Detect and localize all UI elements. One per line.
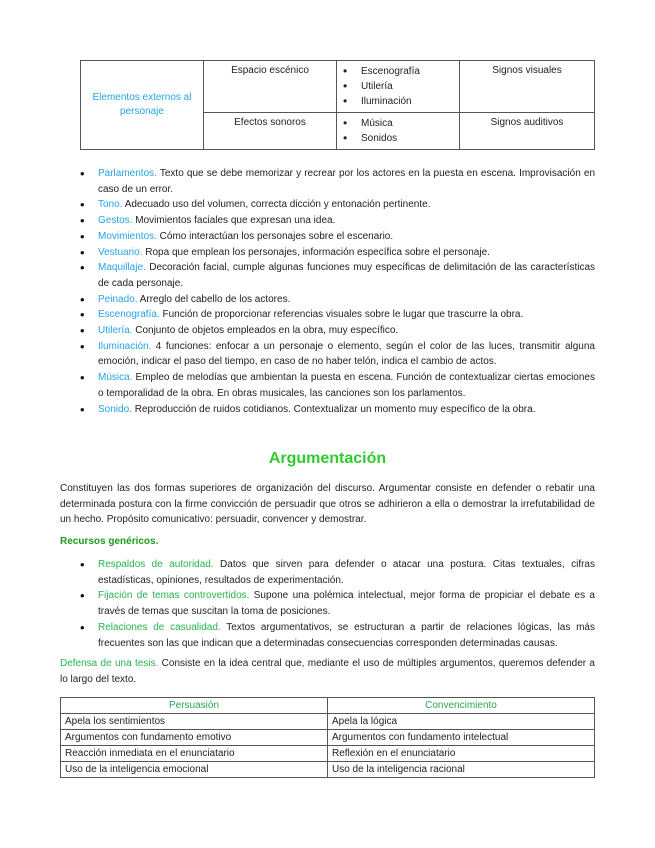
sound-effects-items bbox=[337, 113, 460, 150]
table-cell: Apela los sentimientos bbox=[61, 714, 328, 730]
table-header-persuasion: Persuasión bbox=[61, 698, 328, 714]
list-item-text: Empleo de melodías que ambientan la puesta en escena. Función de contextualizar ciertas emociones o temporalidad de la obra. En obras musicales, las canciones son los parlamentos. bbox=[98, 372, 595, 399]
list-item: • Escenografía bbox=[343, 64, 453, 79]
list-item-text: Movimientos faciales que expresan una idea. bbox=[132, 215, 336, 227]
table-row bbox=[61, 730, 595, 746]
persuasion-table bbox=[60, 697, 595, 778]
list-item bbox=[80, 197, 595, 213]
list-item-term: Movimientos. bbox=[98, 230, 157, 242]
list-item-text: Conjunto de objetos empleados en la obra, muy específico. bbox=[132, 325, 399, 337]
list-item-term: Relaciones de casualidad. bbox=[98, 621, 221, 633]
external-elements-label: Elementos externos al personaje bbox=[81, 61, 204, 150]
list-item bbox=[80, 323, 595, 339]
list-item bbox=[80, 339, 595, 370]
list-item bbox=[80, 620, 595, 651]
list-item-term: Maquillaje. bbox=[98, 262, 146, 274]
list-item-term: Sonido. bbox=[98, 403, 132, 415]
list-item bbox=[80, 229, 595, 245]
thesis-paragraph bbox=[60, 656, 595, 687]
thesis-term: Defensa de una tesis. bbox=[60, 658, 159, 669]
table-row bbox=[61, 714, 595, 730]
list-item-term: Música. bbox=[98, 372, 133, 384]
list-item-text: Reproducción de ruidos cotidianos. Contextualizar un momento muy específico de la obra. bbox=[131, 403, 536, 415]
list-item-text: Función de proporcionar referencias visuales sobre le lugar que trascurre la obra. bbox=[159, 309, 524, 321]
list-item-text: Adecuado uso del volumen, correcta dicción y entonación pertinente. bbox=[122, 199, 431, 211]
external-elements-table bbox=[80, 60, 595, 150]
list-item-text: Decoración facial, cumple algunas funciones muy específicas de delimitación de las características de cada personaje. bbox=[98, 262, 595, 289]
table-cell: Reflexión en el enunciatario bbox=[328, 746, 595, 762]
list-item-term: Gestos. bbox=[98, 215, 133, 227]
list-item: • Sonidos bbox=[343, 131, 453, 146]
list-item-text: Ropa que emplean los personajes, información específica sobre el personaje. bbox=[142, 246, 490, 258]
table-cell: Argumentos con fundamento intelectual bbox=[328, 730, 595, 746]
table-cell: Reacción inmediata en el enunciatario bbox=[61, 746, 328, 762]
intro-paragraph: Constituyen las dos formas superiores de organización del discurso. Argumentar consiste en defender o rebatir una determinada postura con la firme convicción de persuadir que otros se adhirieron a ella o demostrar la irrefutabilidad de un hecho. Propósito comunicativo: persuadir, convencer y demostrar. bbox=[60, 483, 595, 525]
resources-heading: Recursos genéricos. bbox=[60, 536, 159, 547]
list-item-text: Texto que se debe memorizar y recrear por los actores en la puesta en escena. Improvisación en caso de un error. bbox=[98, 168, 595, 195]
list-item bbox=[80, 260, 595, 291]
table-row bbox=[61, 746, 595, 762]
list-item-term: Vestuario. bbox=[98, 246, 143, 258]
list-item bbox=[80, 402, 595, 418]
table-cell: Uso de la inteligencia emocional bbox=[61, 762, 328, 778]
list-item bbox=[80, 292, 595, 308]
list-item bbox=[80, 213, 595, 229]
scenic-space-cell: Espacio escénico bbox=[204, 61, 337, 113]
list-item-text: Cómo interactúan los personajes sobre el escenario. bbox=[156, 230, 394, 242]
list-item bbox=[80, 245, 595, 261]
list-item-text: 4 funciones: enfocar a un personaje o elemento, según el color de las luces, transmitir alguna emoción, indicar el paso del tiempo, en caso de no haber telón, indica el cambio de actos. bbox=[98, 340, 595, 368]
table-cell: Argumentos con fundamento emotivo bbox=[61, 730, 328, 746]
list-item-text: Arreglo del cabello de los actores. bbox=[137, 293, 291, 305]
table-cell: Apela la lógica bbox=[328, 714, 595, 730]
list-item-term: Parlamentos. bbox=[98, 168, 157, 179]
list-item-term: Peinado. bbox=[98, 293, 138, 305]
theatre-elements-section bbox=[80, 166, 595, 417]
sound-effects-cell: Efectos sonoros bbox=[204, 113, 337, 150]
list-item: • Iluminación bbox=[343, 94, 453, 109]
thesis-text: Consiste en la idea central que, mediante el uso de múltiples argumentos, queremos defender a lo largo del texto. bbox=[60, 658, 595, 685]
list-item bbox=[80, 588, 595, 619]
list-item-term: Utilería. bbox=[98, 325, 133, 337]
theatre-elements-list bbox=[80, 166, 595, 417]
list-item bbox=[80, 307, 595, 323]
resources-list bbox=[80, 557, 595, 651]
table-cell: Uso de la inteligencia racional bbox=[328, 762, 595, 778]
list-item bbox=[80, 370, 595, 401]
scenic-space-items bbox=[337, 61, 460, 113]
list-item: • Utilería bbox=[343, 79, 453, 94]
list-item-term: Escenografía. bbox=[98, 309, 160, 321]
table-row bbox=[61, 762, 595, 778]
list-item-text: Datos que sirven para defender o atacar una postura. Citas textuales, cifras estadísticas, opiniones, resultados de experimentación. bbox=[98, 559, 595, 586]
list-item: • Música bbox=[343, 116, 453, 131]
list-item bbox=[80, 166, 595, 197]
list-item-term: Iluminación. bbox=[98, 340, 152, 352]
visual-signs-cell: Signos visuales bbox=[460, 61, 595, 113]
section-title: Argumentación bbox=[268, 450, 387, 467]
list-item-text: Supone una polémica intelectual, mejor forma de propiciar el debate es a través de temas que suscitan la toma de posiciones. bbox=[98, 590, 595, 618]
table-header-convencimiento: Convencimiento bbox=[328, 698, 595, 714]
list-item-term: Fijación de temas controvertidos. bbox=[98, 590, 250, 602]
list-item bbox=[80, 557, 595, 588]
list-item-term: Respaldos de autoridad. bbox=[98, 559, 214, 570]
list-item-text: Textos argumentativos, se estructuran a partir de relaciones lógicas, las más frecuentes son las que indican que a determinadas consecuencias corresponden determinadas causas. bbox=[98, 621, 595, 649]
resources-section bbox=[80, 557, 595, 651]
list-item-term: Tono. bbox=[98, 199, 123, 211]
auditory-signs-cell: Signos auditivos bbox=[460, 113, 595, 150]
